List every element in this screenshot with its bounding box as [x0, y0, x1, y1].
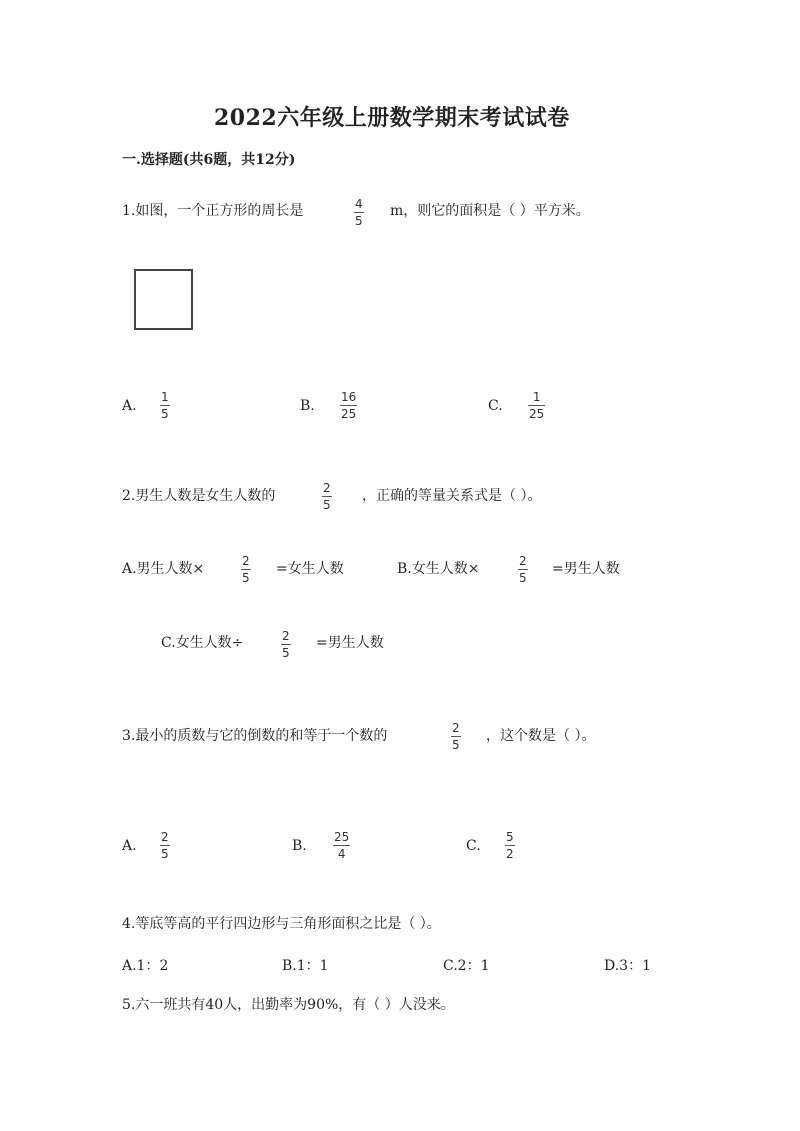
fraction-numerator: 5	[506, 830, 514, 844]
fraction-numerator: 4	[355, 197, 363, 211]
fraction-bar	[333, 845, 350, 846]
fraction-numerator: 2	[282, 629, 290, 643]
q3-option-c-label: C.	[466, 838, 481, 854]
fraction-denominator: 5	[355, 214, 363, 228]
fraction-bar	[518, 569, 528, 570]
q3-option-a-fraction	[160, 830, 170, 861]
fraction-bar	[528, 405, 545, 406]
fraction-denominator: 5	[452, 738, 460, 752]
q2-option-a-fraction	[241, 554, 251, 585]
q3-fraction	[451, 721, 461, 752]
q2-option-a-pre: A.男生人数×	[122, 561, 205, 577]
q1-text-post: m，则它的面积是（ ）平方米。	[390, 203, 590, 219]
q1-option-c-label: C.	[488, 398, 503, 414]
fraction-bar	[160, 845, 170, 846]
fraction-numerator: 2	[519, 554, 527, 568]
q2-option-b-fraction	[518, 554, 528, 585]
fraction-denominator: 5	[323, 498, 331, 512]
fraction-denominator: 5	[161, 847, 169, 861]
q2-text-pre: 2.男生人数是女生人数的	[122, 488, 276, 504]
fraction-denominator: 25	[341, 407, 357, 421]
fraction-numerator: 1	[161, 390, 169, 404]
q2-fraction	[322, 481, 332, 512]
q4-option-c: C.2：1	[443, 958, 490, 974]
square-figure	[134, 269, 193, 330]
fraction-denominator: 4	[337, 847, 346, 861]
fraction-numerator: 2	[242, 554, 250, 568]
fraction-bar	[354, 212, 364, 213]
q4-option-b: B.1：1	[282, 958, 329, 974]
fraction-denominator: 2	[506, 847, 514, 861]
q1-option-c-fraction	[528, 390, 545, 421]
q3-option-b-label: B.	[292, 838, 307, 854]
q1-fraction	[354, 197, 364, 228]
q1-option-a-fraction	[160, 390, 170, 421]
fraction-denominator: 5	[519, 571, 527, 585]
fraction-bar	[451, 736, 461, 737]
fraction-bar	[340, 405, 357, 406]
q3-option-a-label: A.	[122, 838, 137, 854]
section-heading: 一.选择题(共6题，共12分)	[122, 152, 296, 168]
q1-option-b-fraction	[340, 390, 357, 421]
q2-option-b-pre: B.女生人数×	[397, 561, 480, 577]
fraction-bar	[160, 405, 170, 406]
q5-text: 5.六一班共有40人，出勤率为90%，有（ ）人没来。	[122, 997, 455, 1013]
q3-option-b-fraction	[333, 830, 350, 861]
q3-text-pre: 3.最小的质数与它的倒数的和等于一个数的	[122, 728, 388, 744]
fraction-denominator: 5	[282, 646, 290, 660]
fraction-denominator: 5	[161, 407, 169, 421]
q2-option-a-post: =女生人数	[276, 561, 344, 577]
q2-text-post: ，正确的等量关系式是（ ）。	[362, 488, 542, 504]
q1-option-b-label: B.	[300, 398, 315, 414]
q4-option-d: D.3：1	[604, 958, 651, 974]
fraction-denominator: 5	[242, 571, 250, 585]
fraction-numerator: 2	[452, 721, 460, 735]
fraction-bar	[505, 845, 515, 846]
fraction-denominator: 25	[529, 407, 545, 421]
q1-text-pre: 1.如图，一个正方形的周长是	[122, 203, 304, 219]
q2-option-c-post: =男生人数	[316, 635, 384, 651]
q2-option-b-post: =男生人数	[552, 561, 620, 577]
fraction-numerator: 1	[532, 390, 541, 404]
fraction-bar	[241, 569, 251, 570]
q2-option-c-fraction	[281, 629, 291, 660]
page-title: 2022六年级上册数学期末考试试卷	[214, 105, 570, 131]
q4-text: 4.等底等高的平行四边形与三角形面积之比是（ ）。	[122, 916, 441, 932]
q1-option-a-label: A.	[122, 398, 137, 414]
q3-option-c-fraction	[505, 830, 515, 861]
fraction-numerator: 25	[334, 830, 350, 844]
fraction-bar	[281, 644, 291, 645]
q3-text-post: ，这个数是（ ）。	[486, 728, 596, 744]
fraction-numerator: 2	[161, 830, 169, 844]
q4-option-a: A.1：2	[122, 958, 169, 974]
fraction-numerator: 2	[323, 481, 331, 495]
fraction-numerator: 16	[341, 390, 357, 404]
q2-option-c-pre: C.女生人数÷	[161, 635, 244, 651]
fraction-bar	[322, 496, 332, 497]
